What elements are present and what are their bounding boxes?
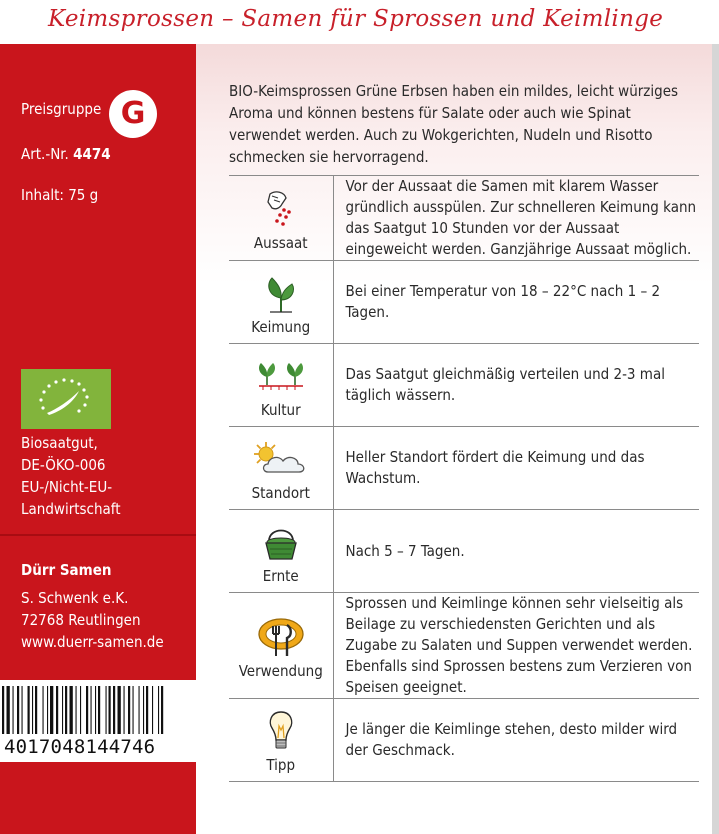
right-edge — [712, 44, 719, 834]
row-text: Das Saatgut gleichmäßig verteilen und 2-3 mal täglich wässern. — [333, 344, 699, 427]
barcode-bar — [143, 686, 144, 734]
barcode-bar — [80, 686, 81, 734]
organic-line: EU-/Nicht-EU- — [21, 478, 113, 496]
row-label: Aussaat — [253, 234, 308, 252]
row-label: Tipp — [266, 756, 296, 774]
plate-cutlery-icon — [256, 614, 306, 660]
barcode-bar — [98, 686, 100, 734]
article-label: Art.-Nr. — [21, 145, 69, 163]
barcode-bar — [76, 686, 77, 734]
barcode-bar — [133, 686, 134, 734]
company-name: Dürr Samen — [21, 561, 112, 579]
barcode-bar — [62, 686, 63, 734]
barcode-bar — [128, 686, 130, 734]
price-group-badge: G — [109, 90, 157, 138]
organic-line: Landwirtschaft — [21, 500, 121, 518]
barcode-bar — [95, 686, 96, 734]
barcode-bar — [17, 686, 19, 734]
barcode-bar — [56, 686, 58, 734]
barcode-bar — [152, 686, 153, 734]
sun-cloud-icon — [246, 436, 316, 482]
barcode-bar — [118, 686, 121, 734]
barcode-bar — [70, 686, 73, 734]
page-title: Keimsprossen – Samen für Sprossen und Keimlinge — [48, 6, 664, 32]
barcode-bar — [22, 686, 23, 734]
barcode-bar — [35, 686, 37, 734]
barcode-bar — [43, 686, 44, 734]
company-line: S. Schwenk e.K. — [21, 589, 129, 607]
row-label: Kultur — [260, 401, 301, 419]
row-label: Ernte — [262, 567, 299, 585]
row-text: Sprossen und Keimlinge können sehr vielseitig als Beilage zu verschiedensten Gerichten und als Zugabe zu Salaten und Suppen verwendet werden. Ebenfalls sind Sprossen bestens zum Verzieren von Speisen geeignet. — [333, 593, 699, 699]
row-text: Nach 5 – 7 Tagen. — [333, 510, 699, 593]
sidebar — [0, 44, 196, 834]
barcode-bar — [7, 686, 10, 734]
barcode-bar — [124, 686, 125, 734]
barcode-bar — [146, 686, 148, 734]
row-icon-cell — [229, 176, 333, 261]
barcode-bar — [32, 686, 33, 734]
row-icon-cell — [229, 344, 333, 427]
row-text: Heller Standort fördert die Keimung und das Wachstum. — [333, 427, 699, 510]
table-row — [229, 593, 699, 699]
row-icon-cell — [229, 261, 333, 344]
article-number — [21, 143, 111, 165]
cultivation-table — [229, 175, 699, 782]
row-icon-cell — [229, 510, 333, 593]
barcode-bar — [50, 686, 53, 734]
barcode-bar — [47, 686, 48, 734]
light-bulb-icon — [258, 708, 304, 754]
harvest-basket-icon — [258, 519, 304, 565]
barcode-bar — [28, 686, 30, 734]
row-label: Standort — [251, 484, 310, 502]
barcode-bar — [13, 686, 14, 734]
barcode-bar — [161, 686, 163, 734]
table-row — [229, 510, 699, 593]
company-website-link[interactable]: www.duerr-samen.de — [21, 633, 164, 651]
price-group-label: Preisgruppe — [21, 100, 102, 118]
barcode-bar — [91, 686, 92, 734]
company-line: 72768 Reutlingen — [21, 611, 141, 629]
barcode-bar — [86, 686, 88, 734]
row-icon-cell — [229, 699, 333, 782]
barcode-bar — [106, 686, 107, 734]
row-text: Bei einer Temperatur von 18 – 22°C nach 1 – 2 Tagen. — [333, 261, 699, 344]
company-info — [21, 559, 164, 653]
table-row — [229, 176, 699, 261]
table-row — [229, 427, 699, 510]
product-description: BIO-Keimsprossen Grüne Erbsen haben ein mildes, leicht würziges Aroma und können bestens für Salate oder auch wie Spinat verwendet werden. Auch zu Wokgerichten, Nudeln und Risotto schmecken sie hervorragend. — [229, 82, 679, 166]
table-row — [229, 261, 699, 344]
row-icon-cell — [229, 427, 333, 510]
sowing-hand-icon — [258, 186, 304, 232]
table-row — [229, 699, 699, 782]
barcode — [0, 680, 196, 762]
seedlings-row-icon — [251, 353, 311, 399]
row-icon-cell — [229, 593, 333, 699]
barcode-bars — [0, 686, 196, 734]
eu-organic-logo-icon — [21, 369, 111, 429]
barcode-bar — [158, 686, 159, 734]
barcode-bar — [139, 686, 140, 734]
article-value: 4474 — [73, 145, 111, 163]
sprout-leaf-icon — [258, 270, 304, 316]
barcode-bar — [109, 686, 111, 734]
organic-info — [21, 432, 121, 520]
row-text: Je länger die Keimlinge stehen, desto milder wird der Geschmack. — [333, 699, 699, 782]
row-label: Verwendung — [238, 661, 323, 680]
header — [0, 0, 719, 44]
barcode-number: 4017048144746 — [4, 736, 156, 758]
content-weight: Inhalt: 75 g — [21, 186, 99, 204]
barcode-bar — [113, 686, 115, 734]
row-text: Vor der Aussaat die Samen mit klarem Wasser gründlich ausspülen. Zur schnelleren Keimung kann das Saatgut 10 Stunden vor der Aussaat eingeweicht werden. Ganzjährige Aussaat möglich. — [333, 176, 699, 261]
row-label: Keimung — [251, 318, 311, 336]
barcode-bar — [65, 686, 67, 734]
barcode-bar — [2, 686, 4, 734]
sidebar-divider — [0, 534, 196, 536]
organic-line: DE-ÖKO-006 — [21, 456, 106, 474]
table-row — [229, 344, 699, 427]
organic-line: Biosaatgut, — [21, 434, 98, 452]
